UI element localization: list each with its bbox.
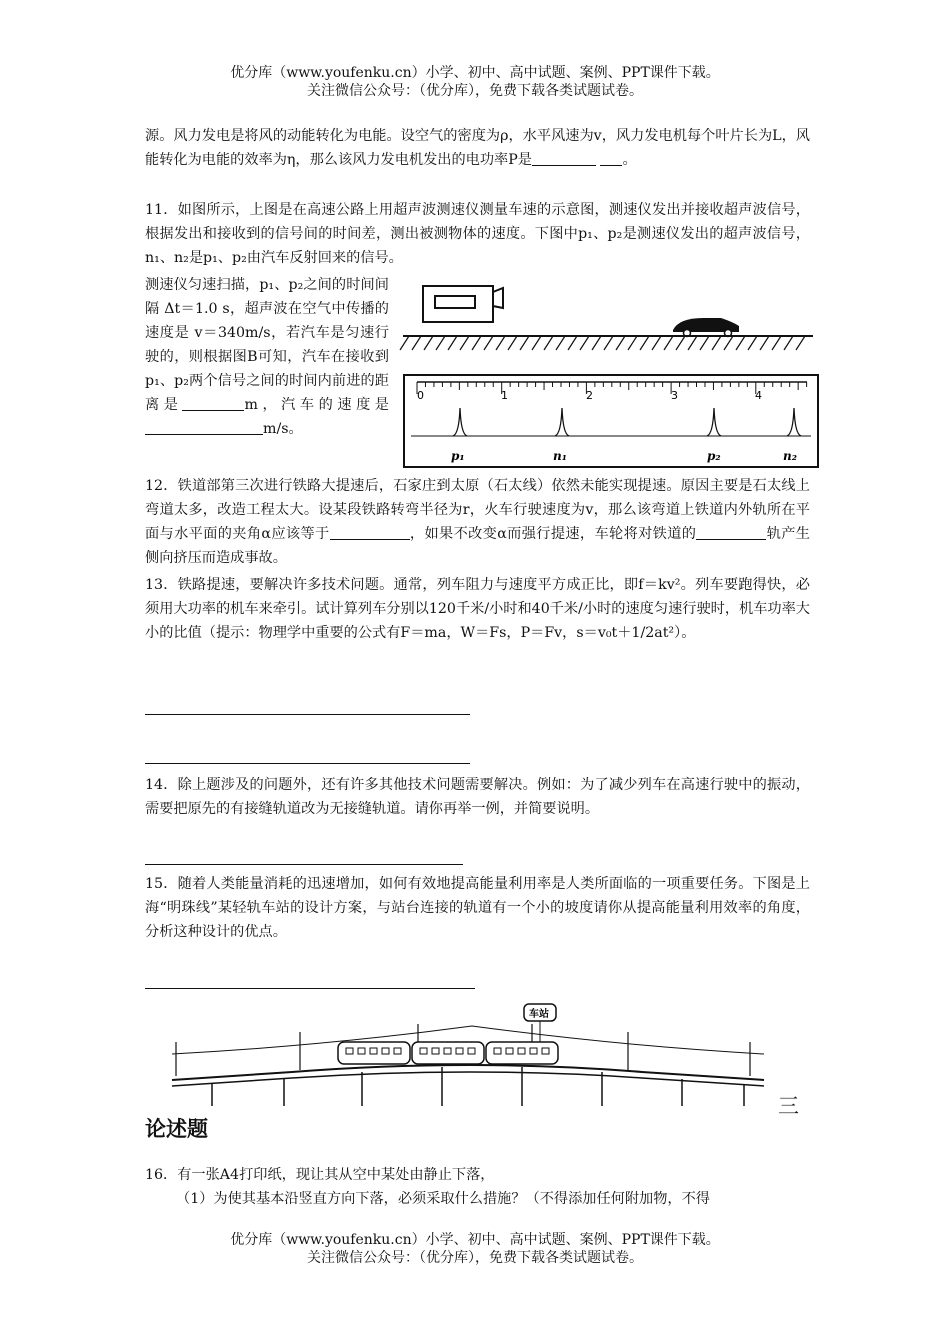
- question-16: 16．有一张A4打印纸，现让其从空中某处由静止下落，: [145, 1167, 495, 1183]
- q12-rail-blank[interactable]: [696, 523, 766, 540]
- scale-label-3: 3: [671, 389, 678, 402]
- q14-answer-line[interactable]: [145, 864, 463, 865]
- speed-meter-horn: [493, 288, 503, 308]
- q13-answer-line-2[interactable]: [145, 763, 470, 764]
- header-line-2: 关注微信公众号：（优分库），免费下载各类试题试卷。: [307, 83, 643, 99]
- pulse-label-p1: p₁: [451, 449, 465, 463]
- question-15: 15．随着人类能量消耗的迅速增加，如何有效地提高能量利用率是人类所面临的一项重要任务。下图是上海“明珠线”某轻轨车站的设计方案，与站台连接的轨道有一个小的坡度请你从提高能量利用效率的角度，分析这种设计的优点。: [145, 876, 810, 940]
- question-16-part-1: （1）为使其基本沿竖直方向下落，必须采取什么措施？（不得添加任何附加物，不得: [176, 1191, 710, 1207]
- question-14: 14．除上题涉及的问题外，还有许多其他技术问题需要解决。例如：为了减少列车在高速行驶中的振动，需要把原先的有接缝轨道改为无接缝轨道。请你再举一例，并简要说明。: [145, 777, 810, 817]
- q10-text: 源。风力发电是将风的动能转化为电能。设空气的密度为ρ，水平风速为v，风力发电机每个叶片长为L，风能转化为电能的效率为η，那么该风力发电机发出的电功率P是: [145, 128, 810, 168]
- speed-meter-screen: [435, 296, 475, 308]
- q12-angle-blank[interactable]: [330, 523, 410, 540]
- pulse-label-n2: n₂: [783, 449, 797, 463]
- q11-speed-blank[interactable]: [145, 418, 263, 435]
- question-11-body: [145, 273, 389, 441]
- pulse-label-p2: p₂: [707, 449, 721, 463]
- q11-distance-blank[interactable]: [182, 394, 244, 411]
- question-13: 13．铁路提速，要解决许多技术问题。通常，列车阻力与速度平方成正比，即f＝kv²。列车要跑得快，必须用大功率的机车来牵引。试计算列车分别以120千米/小时和40千米/小时的速度匀速行驶时，机车功率大小的比值（提示：物理学中重要的公式有F＝ma，W＝Fs，P＝Fv，s＝v₀t＋1/2at²）。: [145, 577, 810, 641]
- section-number: 三: [778, 1094, 799, 1118]
- scale-label-0: 0: [417, 389, 424, 402]
- q11-left-text: 测速仪匀速扫描，p₁、p₂之间的时间间隔 Δt＝1.0 s，超声波在空气中传播的速度是 v＝340m/s，若汽车是匀速行驶的，则根据图B可知，汽车在接收到p₁、p₂两个信号之间的时间内前进的距离是: [145, 277, 389, 413]
- scale-label-2: 2: [586, 389, 593, 402]
- q12-text-2: ，如果不改变α而强行提速，车轮将对铁道的: [409, 526, 697, 542]
- signal-scale-figure: [403, 374, 819, 468]
- footer-line-2: 关注微信公众号：（优分库），免费下载各类试题试卷。: [307, 1250, 643, 1266]
- footer-line-1: 优分库（www.youfenku.cn）小学、初中、高中试题、案例、PPT课件下载。: [230, 1232, 720, 1248]
- section-title: 论述题: [145, 1117, 208, 1141]
- question-11-intro: 11．如图所示，上图是在高速公路上用超声波测速仪测量车速的示意图，测速仪发出并接收超声波信号，根据发出和接收到的信号间的时间差，测出被测物体的速度。下图中p₁、p₂是测速仪发出的超声波信号，n₁、n₂是p₁、p₂由汽车反射回来的信号。: [145, 202, 810, 266]
- q12-text-3: 轨产生侧向挤压而造成事故。: [145, 526, 810, 566]
- q11-unit-ms: m/s。: [263, 421, 303, 437]
- road-hatch: [400, 336, 805, 350]
- q10-end: 。: [622, 152, 637, 168]
- q15-answer-line[interactable]: [145, 988, 475, 989]
- q10-answer-blank[interactable]: [532, 149, 596, 166]
- light-rail-station-figure: [172, 1002, 764, 1110]
- speed-meter-road-figure: [403, 278, 813, 356]
- q12-text-1: 12．铁道部第三次进行铁路大提速后，石家庄到太原（石太线）依然未能实现提速。原因主要是石太线上弯道太多，改造工程太大。设某段铁路转弯半径为r，火车行驶速度为v，那么该弯道上铁道内外轨所在平面与水平面的夹角α应该等于: [145, 478, 810, 542]
- scale-label-1: 1: [501, 389, 508, 402]
- q13-answer-line-1[interactable]: [145, 714, 470, 715]
- question-10-continuation: [145, 124, 810, 172]
- pulse-label-n1: n₁: [553, 449, 567, 463]
- station-label: 车站: [529, 1009, 549, 1020]
- q11-unit-m: m，汽车的速度是: [244, 397, 389, 413]
- scale-label-4: 4: [755, 389, 762, 402]
- header-line-1: 优分库（www.youfenku.cn）小学、初中、高中试题、案例、PPT课件下载。: [230, 65, 720, 81]
- question-12: [145, 474, 810, 570]
- q10-answer-blank-cont[interactable]: [600, 149, 622, 166]
